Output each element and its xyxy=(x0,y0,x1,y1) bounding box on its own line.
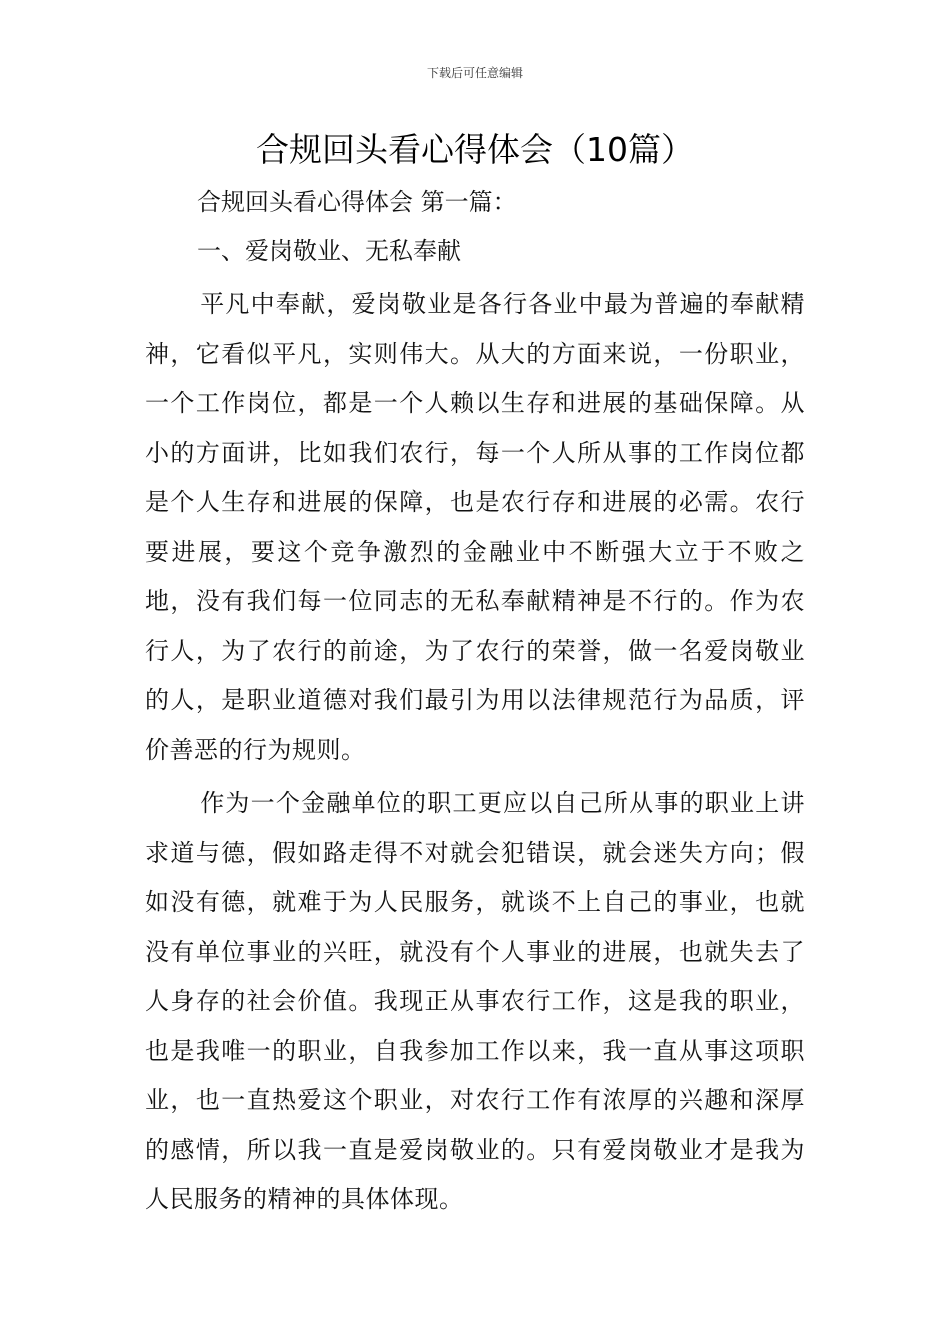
part-heading: 合规回头看心得体会 第一篇： xyxy=(197,188,517,216)
page-header-note: 下载后可任意编辑 xyxy=(426,66,523,80)
document-body xyxy=(145,178,805,1225)
paragraph-2: 作为一个金融单位的职工更应以自己所从事的职业上讲求道与德，假如路走得不对就会犯错误，就会迷失方向；假如没有德，就难于为人民服务，就谈不上自己的事业，也就没有单位事业的兴旺，就没有个人事业的进展，也就失去了人身存的社会价值。我现正从事农行工作，这是我的职业，也是我唯一的职业，自我参加工作以来，我一直从事这项职业，也一直热爱这个职业，对农行工作有浓厚的兴趣和深厚的感情，所以我一直是爱岗敬业的。只有爱岗敬业才是我为人民服务的精神的具体体现。 xyxy=(145,789,805,1213)
paragraph-1: 平凡中奉献，爱岗敬业是各行各业中最为普遍的奉献精神，它看似平凡，实则伟大。从大的方面来说，一份职业，一个工作岗位，都是一个人赖以生存和进展的基础保障。从小的方面讲，比如我们农行，每一个人所从事的工作岗位都是个人生存和进展的保障，也是农行存和进展的必需。农行要进展，要这个竞争激烈的金融业中不断强大立于不败之地，没有我们每一位同志的无私奉献精神是不行的。作为农行人，为了农行的前途，为了农行的荣誉，做一名爱岗敬业的人，是职业道德对我们最引为用以法律规范行为品质，评价善恶的行为规则。 xyxy=(145,290,805,764)
document-title: 合规回头看心得体会（10篇） xyxy=(256,130,694,169)
section-heading: 一、爱岗敬业、无私奉献 xyxy=(197,237,461,265)
